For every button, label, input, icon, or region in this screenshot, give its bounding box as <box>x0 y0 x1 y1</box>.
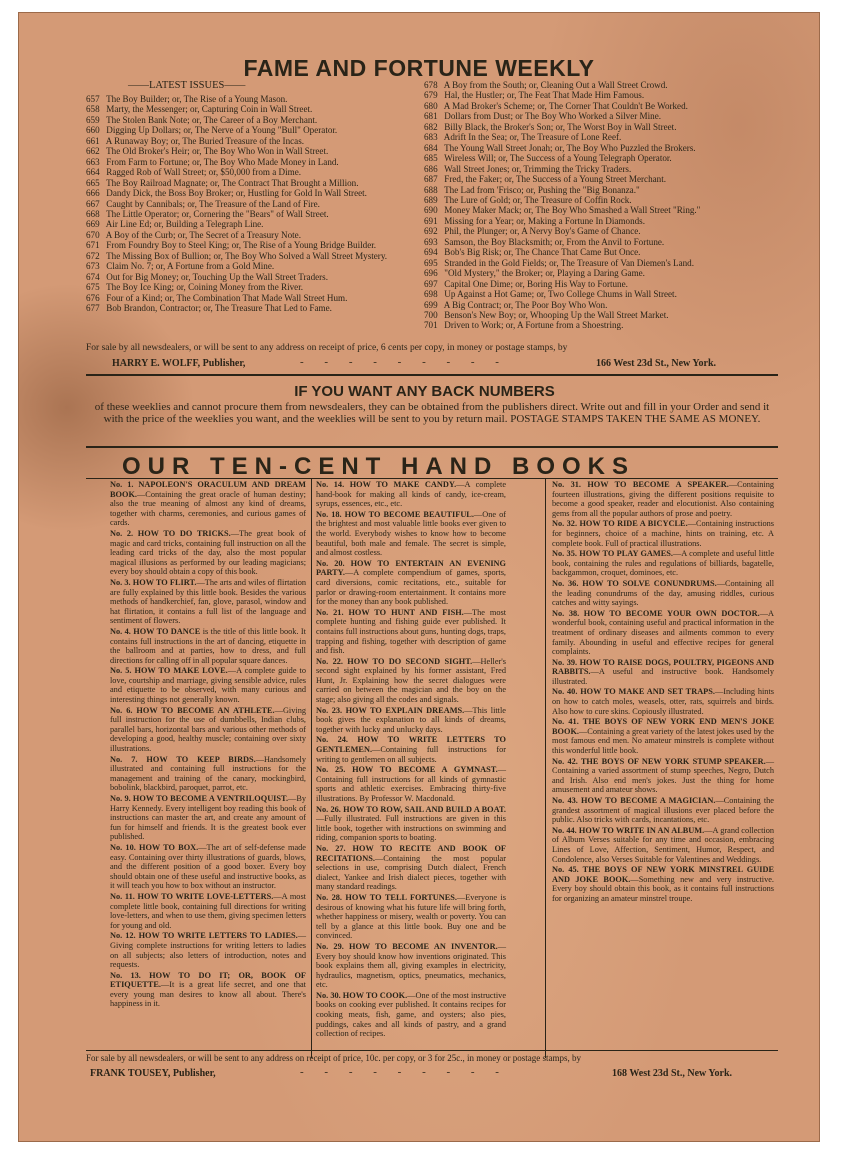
handbook-description: —The arts and wiles of flirtation are fully explained by this little book. Besides the various methods of handkerchief, fan, glove, parasol, window and hat flirtation, it contains a full list of the language and sentiment of flowers. <box>110 577 306 626</box>
handbook-entry <box>110 843 306 891</box>
issue-number: 665 <box>86 177 100 188</box>
leader-dots-1: - - - - - - - - - <box>300 356 508 368</box>
issue-number: 675 <box>86 282 100 293</box>
issue-entry <box>86 104 416 114</box>
issue-title: The Lad from 'Frisco; or, Pushing the "Big Bonanza." <box>444 184 640 195</box>
issue-number: 659 <box>86 114 100 125</box>
handbook-entry <box>110 892 306 930</box>
issue-title: From Foundry Boy to Steel King; or, The Rise of a Young Bridge Builder. <box>106 240 377 251</box>
handbook-title: No. 28. HOW TO TELL FORTUNES. <box>316 892 457 902</box>
issue-entry <box>86 209 416 219</box>
back-numbers-body: of these weeklies and cannot procure them from newsdealers, they can be obtained from the publishers direct. Write out and fill in your Order and send it with the price of the weeklies you want, and the weeklies will be sent to you by return mail. POSTAGE STAMPS TAKEN THE SAME AS MONEY. <box>94 401 770 425</box>
handbook-description: —Something new and very instructive. Every boy should obtain this book, as it contains full instructions for organizing an amateur minstrel troupe. <box>552 874 774 903</box>
handbook-title: No. 18. HOW TO BECOME BEAUTIFUL. <box>316 509 474 519</box>
issue-entry <box>86 303 416 313</box>
issue-title: "Old Mystery," the Broker; or, Playing a Daring Game. <box>444 268 645 279</box>
issue-entry <box>424 237 776 247</box>
issue-title: Claim No. 7; or, A Fortune from a Gold Mine. <box>106 261 275 272</box>
handbook-title: No. 1. NAPOLEON'S ORACULUM AND DREAM BOOK. <box>110 480 306 499</box>
handbook-title: No. 21. HOW TO HUNT AND FISH. <box>316 607 464 617</box>
handbook-title: No. 40. HOW TO MAKE AND SET TRAPS. <box>552 687 715 697</box>
issue-title: Ragged Rob of Wall Street; or, $50,000 from a Dime. <box>106 167 302 178</box>
handbook-entry <box>110 794 306 842</box>
handbook-description: —A complete compendium of games, sports, card diversions, comic recitations, etc., suitable for parlor or drawing-room entertainment. It contains more for the money than any book published. <box>316 568 506 607</box>
issue-entry <box>86 293 416 303</box>
issue-number: 668 <box>86 208 100 219</box>
issue-title: Air Line Ed; or, Building a Telegraph Line. <box>105 219 264 230</box>
handbook-description: —The great book of magic and card tricks, containing full instruction on all the leading card tricks of the day, also the most popular magical illusions as performed by our leading magicians; every boy should obtain a copy of this book. <box>110 528 306 577</box>
handbook-entry <box>552 658 774 687</box>
handbook-entry <box>552 687 774 716</box>
handbook-description: —A wonderful book, containing useful and practical information in the treatment of ordinary diseases and ailments common to every family. Abounding in useful and effective recipes for general complaints. <box>552 608 774 657</box>
handbook-description: —Containing full instructions for writing to gentlemen on all subjects. <box>316 745 506 764</box>
issue-entry <box>424 90 776 100</box>
handbook-title: No. 24. HOW TO WRITE LETTERS TO GENTLEMEN. <box>316 735 506 755</box>
handbook-description: —A useful and instructive book. Handsomely illustrated. <box>552 667 774 686</box>
issue-title: The Old Broker's Heir; or, The Boy Who Won in Wall Street. <box>106 146 329 157</box>
handbook-description: —Containing full instructions for all kinds of gymnastic sports and athletic exercises. Embracing thirty-five illustrations. By Professor W. Macdonald. <box>316 765 506 803</box>
handbook-description: —By Harry Kennedy. Every intelligent boy reading this book of instructions can master the art, and create any amount of fun for himself and friends. It is the greatest book ever published. <box>110 794 306 842</box>
handbook-entry <box>316 657 506 705</box>
sale-notice-2: For sale by all newsdealers, or will be sent to any address on receipt of price, 10c. per copy, or 3 for 25c., in money or postage stamps, by <box>86 1053 582 1063</box>
latest-issues-label: ——LATEST ISSUES—— <box>128 80 246 91</box>
issue-entry <box>86 272 416 282</box>
handbook-description: —Including hints on how to catch moles, weasels, otter, rats, squirrels and birds. Also how to cure skins. Copiously illustrated. <box>552 687 774 716</box>
handbook-description: —Giving full instruction for the use of dumbbells, Indian clubs, parallel bars, horizontal bars and various other methods of developing a good, healthy muscle; containing over sixty illustrations. <box>110 705 306 754</box>
issue-number: 663 <box>86 156 100 167</box>
handbooks-column-2 <box>316 480 506 1040</box>
issue-entry <box>86 188 416 198</box>
handbook-entry <box>316 844 506 892</box>
handbook-description: —A complete guide to love, courtship and marriage, giving sensible advice, rules and etiquette to be observed, with many curious and interesting things not generally known. <box>110 666 306 705</box>
handbook-entry <box>552 549 774 578</box>
handbook-description: —Containing instructions for beginners, choice of a machine, hints on training, etc. A complete book. Full of practical illustrations. <box>552 519 774 548</box>
handbook-title: No. 20. HOW TO ENTERTAIN AN EVENING PARTY. <box>316 558 506 578</box>
handbook-entry <box>552 796 774 825</box>
handbook-title: No. 7. HOW TO KEEP BIRDS. <box>110 754 256 764</box>
handbook-title: No. 36. HOW TO SOLVE CONUNDRUMS. <box>552 578 717 588</box>
column-divider <box>311 478 312 1058</box>
handbook-entry <box>110 578 306 626</box>
handbook-description: —Fully illustrated. Full instructions are given in this little book, together with instructions on swimming and riding, companion sports to boating. <box>316 814 506 843</box>
issue-number: 685 <box>424 153 438 164</box>
issue-title: A Runaway Boy; or, The Buried Treasure of the Incas. <box>105 135 305 146</box>
handbook-entry <box>552 609 774 657</box>
handbook-entry <box>552 826 774 864</box>
handbook-entry <box>110 755 306 793</box>
issue-entry <box>424 132 776 142</box>
issue-entry <box>86 125 416 135</box>
issue-entry <box>424 310 776 320</box>
issue-title: Dollars from Dust; or The Boy Who Worked a Silver Mine. <box>444 111 662 122</box>
handbook-title: No. 23. HOW TO EXPLAIN DREAMS. <box>316 705 465 715</box>
handbook-description: —A grand collection of Album Verses suitable for any time and occasion, embracing Lines of Love, Affection, Sentiment, Humor, Respect, and Condolence, also Verses Suitable for Valentines and Weddings. <box>552 825 774 864</box>
issue-title: Wireless Will; or, The Success of a Young Telegraph Operator. <box>444 153 672 164</box>
handbook-title: No. 42. THE BOYS OF NEW YORK STUMP SPEAKER. <box>552 756 766 766</box>
issue-title: Up Against a Hot Game; or, Two College Chums in Wall Street. <box>444 289 677 300</box>
issue-title: The Boy Railroad Magnate; or, The Contract That Brought a Million. <box>106 177 359 188</box>
handbook-title: No. 38. HOW TO BECOME YOUR OWN DOCTOR. <box>552 608 760 618</box>
issue-entry <box>86 146 416 156</box>
issue-number: 693 <box>424 236 438 247</box>
issue-number: 664 <box>86 167 100 178</box>
issue-entry <box>424 216 776 226</box>
handbook-description: —A complete hand-book for making all kinds of candy, ice-cream, syrups, essences, etc., etc. <box>316 480 506 509</box>
handbook-title: No. 31. HOW TO BECOME A SPEAKER. <box>552 480 729 489</box>
handbook-title: No. 30. HOW TO COOK. <box>316 990 408 1000</box>
issue-entry <box>424 289 776 299</box>
issues-list-right <box>424 80 776 331</box>
handbook-title: No. 13. HOW TO DO IT; OR, BOOK OF ETIQUETTE. <box>110 970 306 990</box>
sale-notice-1: For sale by all newsdealers, or will be sent to any address on receipt of price, 6 cents per copy, in money or postage stamps, by <box>86 343 568 353</box>
handbook-title: No. 5. HOW TO MAKE LOVE. <box>110 666 228 676</box>
issue-number: 698 <box>424 289 438 300</box>
issue-title: Money Maker Mack; or, The Boy Who Smashed a Wall Street "Ring." <box>444 205 701 216</box>
issue-number: 667 <box>86 198 100 209</box>
issue-number: 677 <box>86 303 100 314</box>
handbook-description: —Containing all the leading conundrums of the day, amusing riddles, curious catches and witty sayings. <box>552 578 775 608</box>
issue-entry <box>424 247 776 257</box>
issue-title: Caught by Cannibals; or, The Treasure of the Land of Fire. <box>106 198 320 209</box>
issue-entry <box>86 136 416 146</box>
issue-entry <box>86 261 416 271</box>
handbook-entry <box>316 608 506 656</box>
handbook-description: —Handsomely illustrated and containing full instructions for the management and training of the canary, mockingbird, bobolink, blackbird, paroquet, parrot, etc. <box>110 754 306 793</box>
issue-entry <box>424 80 776 90</box>
handbook-description: —One of the most instructive books on cooking ever published. It contains recipes for cooking meats, fish, game, and oysters; also pies, puddings, cakes and all kinds of pastry, and a grand collection of recipes. <box>316 990 506 1039</box>
issue-entry <box>424 111 776 121</box>
handbook-title: No. 35. HOW TO PLAY GAMES. <box>552 549 673 559</box>
issue-title: Phil, the Plunger; or, A Nervy Boy's Game of Chance. <box>444 226 641 237</box>
issue-number: 690 <box>424 205 438 216</box>
issue-entry <box>424 226 776 236</box>
handbook-entry <box>110 666 306 704</box>
issue-number: 671 <box>86 240 100 251</box>
issue-number: 660 <box>86 125 100 136</box>
issue-entry <box>86 230 416 240</box>
issues-list-left <box>86 94 416 314</box>
handbook-description: —A complete and useful little book, containing the rules and regulations of billiards, bagatelle, backgammon, croquet, dominoes, etc. <box>552 549 774 578</box>
handbook-entry <box>110 480 306 528</box>
issue-title: Samson, the Boy Blacksmith; or, From the Anvil to Fortune. <box>444 236 665 247</box>
issue-entry <box>424 101 776 111</box>
issue-entry <box>86 282 416 292</box>
handbook-description: is the title of this little book. It contains full instructions in the art of dancing, etiquette in the ballroom and at parties, how to dress, and full directions for calling off in all popular square dances. <box>110 626 306 665</box>
handbook-title: No. 41. THE BOYS OF NEW YORK END MEN'S JOKE BOOK. <box>552 717 774 736</box>
issue-number: 673 <box>86 261 100 272</box>
divider-rule <box>86 446 778 448</box>
handbook-title: No. 45. THE BOYS OF NEW YORK MINSTREL GUIDE AND JOKE BOOK. <box>552 865 774 884</box>
handbook-title: No. 22. HOW TO DO SECOND SIGHT. <box>316 656 473 666</box>
handbook-title: No. 25. HOW TO BECOME A GYMNAST. <box>316 765 498 775</box>
issue-title: A Boy of the Curb; or, The Secret of a Treasury Note. <box>105 229 301 240</box>
handbook-entry <box>110 706 306 754</box>
issue-number: 696 <box>424 268 438 279</box>
issue-title: Bob Brandon, Contractor; or, The Treasure That Led to Fame. <box>106 303 332 314</box>
issue-title: A Boy from the South; or, Cleaning Out a Wall Street Crowd. <box>443 80 668 90</box>
handbook-description: —The most complete hunting and fishing guide ever published. It contains full instructions about guns, hunting dogs, traps, trapping and fishing, together with description of game and fish. <box>316 607 507 656</box>
handbook-entry <box>316 559 506 607</box>
issue-entry <box>86 251 416 261</box>
handbooks-column-1 <box>110 480 306 1010</box>
issue-title: The Young Wall Street Jonah; or, The Boy Who Puzzled the Brokers. <box>444 142 696 153</box>
divider-rule <box>86 1050 778 1051</box>
handbook-entry <box>110 529 306 577</box>
handbook-entry <box>552 717 774 755</box>
issue-entry <box>86 115 416 125</box>
publisher-name-1: HARRY E. WOLFF, Publisher, <box>112 358 246 369</box>
issue-title: Marty, the Messenger; or, Capturing Coin in Wall Street. <box>106 104 313 115</box>
issue-number: 694 <box>424 247 438 258</box>
issue-number: 681 <box>424 111 438 122</box>
handbook-description: —Containing the great oracle of human destiny; also the true meaning of almost any kind of dreams, together with charms, ceremonies, and curious games of cards. <box>110 489 306 528</box>
issue-number: 684 <box>424 142 438 153</box>
issue-title: Dandy Dick, the Boss Boy Broker; or, Hustling for Gold In Wall Street. <box>106 188 367 199</box>
issue-number: 680 <box>424 100 438 111</box>
handbook-title: No. 2. HOW TO DO TRICKS. <box>110 528 231 538</box>
handbook-entry <box>552 519 774 548</box>
issue-title: A Big Contract; or, The Poor Boy Who Won. <box>443 299 608 310</box>
handbook-title: No. 12. HOW TO WRITE LETTERS TO LADIES. <box>110 931 298 941</box>
issue-title: The Lure of Gold; or, The Treasure of Coffin Rock. <box>444 194 632 205</box>
handbook-title: No. 29. HOW TO BECOME AN INVENTOR. <box>316 941 498 951</box>
issue-title: Missing for a Year; or, Making a Fortune In Diamonds. <box>444 215 645 226</box>
issue-title: The Stolen Bank Note; or, The Career of a Boy Merchant. <box>106 114 318 125</box>
handbooks-column-3 <box>552 480 774 905</box>
publisher-address-1: 166 West 23d St., New York. <box>596 358 717 369</box>
issue-number: 692 <box>424 226 438 237</box>
back-numbers-title: IF YOU WANT ANY BACK NUMBERS <box>294 383 555 400</box>
issue-title: A Mad Broker's Scheme; or, The Corner That Couldn't Be Worked. <box>443 100 688 111</box>
handbook-description: —Everyone is desirous of knowing what his future life will bring forth, whether happiness or misery, wealth or poverty. You can tell by a glance at this little book. Buy one and be convinced. <box>316 892 506 941</box>
handbook-title: No. 10. HOW TO BOX. <box>110 842 199 852</box>
issue-entry <box>424 279 776 289</box>
issue-entry <box>424 185 776 195</box>
handbook-entry <box>316 765 506 803</box>
handbook-description: —Every boy should know how inventions originated. This book explains them all, giving examples in electricity, hydraulics, magnetism, optics, pneumatics, mechanics, etc. <box>316 941 506 990</box>
issue-entry <box>86 94 416 104</box>
handbook-description: —Containing a great variety of the latest jokes used by the most famous end men. No amateur minstrels is complete without this wonderful little book. <box>552 726 774 756</box>
issue-title: The Boy Builder; or, The Rise of a Young Mason. <box>106 94 288 104</box>
handbook-title: No. 9. HOW TO BECOME A VENTRILOQUIST. <box>110 794 289 803</box>
handbook-description: —One of the brightest and most valuable little books ever given to the world. Everybody wishes to know how to become beautiful, both male and female. The secret is simple, and almost costless. <box>316 509 506 558</box>
issue-number: 701 <box>424 320 438 331</box>
issue-number: 670 <box>86 229 100 240</box>
issue-entry <box>424 205 776 215</box>
handbook-title: No. 3. HOW TO FLIRT. <box>110 577 197 587</box>
issue-entry <box>424 164 776 174</box>
issue-number: 669 <box>86 219 100 230</box>
issue-entry <box>86 167 416 177</box>
handbook-entry <box>552 865 774 903</box>
issue-entry <box>424 300 776 310</box>
issue-number: 686 <box>424 163 438 174</box>
issue-title: Adrift In the Sea; or, The Treasure of Lone Reef. <box>443 132 622 143</box>
issue-entry <box>424 143 776 153</box>
issue-number: 657 <box>86 94 100 104</box>
handbook-description: —Containing fourteen illustrations, giving the different positions requisite to become a good speaker, reader and elocutionist. Also containing gems from all the popular authors of prose and poetry. <box>552 480 774 518</box>
handbook-title: No. 43. HOW TO BECOME A MAGICIAN. <box>552 796 716 805</box>
handbook-description: —Containing the grandest assortment of magical illusions ever placed before the public. Also tricks with cards, incantations, etc. <box>552 796 774 825</box>
issue-entry <box>424 268 776 278</box>
divider-rule <box>86 374 778 376</box>
masthead-title: FAME AND FORTUNE WEEKLY <box>243 55 595 81</box>
handbook-title: No. 44. HOW TO WRITE IN AN ALBUM. <box>552 825 705 835</box>
divider-rule <box>86 478 778 479</box>
issue-title: Driven to Work; or, A Fortune from a Shoestring. <box>444 320 624 331</box>
handbook-entry <box>316 893 506 941</box>
issue-number: 674 <box>86 271 100 282</box>
issue-number: 699 <box>424 299 438 310</box>
handbook-title: No. 32. HOW TO RIDE A BICYCLE. <box>552 519 688 529</box>
issue-entry <box>424 195 776 205</box>
issue-entry <box>424 122 776 132</box>
handbook-title: No. 6. HOW TO BECOME AN ATHLETE. <box>110 705 275 715</box>
issue-number: 689 <box>424 194 438 205</box>
issue-number: 676 <box>86 292 100 303</box>
issue-number: 678 <box>424 80 438 90</box>
handbook-entry <box>316 991 506 1039</box>
issue-number: 695 <box>424 257 438 268</box>
handbook-entry <box>316 510 506 558</box>
issue-number: 682 <box>424 121 438 132</box>
handbook-title: No. 11. HOW TO WRITE LOVE-LETTERS. <box>110 891 274 901</box>
leader-dots-2: - - - - - - - - - <box>300 1066 508 1078</box>
handbook-description: —This little book gives the explanation to all kinds of dreams, together with lucky and unlucky days. <box>316 705 506 734</box>
handbook-entry <box>110 971 306 1009</box>
issue-number: 683 <box>424 132 438 143</box>
issue-number: 697 <box>424 278 438 289</box>
handbook-entry <box>110 931 306 969</box>
handbook-title: No. 27. HOW TO RECITE AND BOOK OF RECITATIONS. <box>316 843 506 863</box>
handbook-title: No. 4. HOW TO DANCE <box>110 626 201 636</box>
issue-entry <box>86 178 416 188</box>
handbook-title: No. 39. HOW TO RAISE DOGS, POULTRY, PIGEONS AND RABBITS. <box>552 657 774 677</box>
column-divider <box>545 478 546 1058</box>
issue-number: 700 <box>424 309 438 320</box>
issue-entry <box>424 258 776 268</box>
handbook-entry <box>316 706 506 735</box>
handbook-description: —Giving complete instructions for writing letters to ladies on all subjects; also letters of introduction, notes and requests. <box>110 931 306 970</box>
issue-number: 661 <box>86 135 100 146</box>
handbook-title: No. 14. HOW TO MAKE CANDY. <box>316 480 457 489</box>
issue-number: 687 <box>424 174 438 185</box>
issue-title: The Little Operator; or, Cornering the "Bears" of Wall Street. <box>106 208 329 219</box>
issue-entry <box>86 157 416 167</box>
issue-number: 662 <box>86 146 100 157</box>
issue-entry <box>86 199 416 209</box>
handbook-description: —The art of self-defense made easy. Containing over thirty illustrations of guards, blows, and the different position of a good boxer. Every boy should obtain one of these useful and instructive books, as it will teach you how to box without an instructor. <box>110 842 306 891</box>
handbook-entry <box>110 627 306 665</box>
issue-title: Stranded in the Gold Fields; or, The Treasure of Van Diemen's Land. <box>444 257 694 268</box>
issue-number: 691 <box>424 215 438 226</box>
handbook-description: —Containing the most popular selections in use, comprising Dutch dialect, French dialect, Yankee and Irish dialect pieces, together with many standard readings. <box>316 853 506 892</box>
publisher-name-2: FRANK TOUSEY, Publisher, <box>90 1068 216 1079</box>
issue-entry <box>86 219 416 229</box>
handbook-entry <box>316 480 506 509</box>
issue-title: Bob's Big Risk; or, The Chance That Came But Once. <box>444 247 641 258</box>
issue-title: Out for Big Money; or, Touching Up the Wall Street Traders. <box>106 271 328 282</box>
handbook-description: —Containing a varied assortment of stump speeches, Negro, Dutch and Irish. Also end men's jokes. Just the thing for home amusement and amateur shows. <box>552 756 774 795</box>
handbook-entry <box>552 579 774 608</box>
handbook-entry <box>316 942 506 990</box>
issue-entry <box>424 174 776 184</box>
issue-entry <box>86 240 416 250</box>
issue-entry <box>424 153 776 163</box>
issue-title: Fred, the Faker; or, The Success of a Young Street Merchant. <box>444 174 666 185</box>
handbook-title: No. 26. HOW TO ROW, SAIL AND BUILD A BOAT. <box>316 804 506 814</box>
issue-number: 666 <box>86 188 100 199</box>
handbook-entry <box>552 480 774 518</box>
issue-number: 672 <box>86 250 100 261</box>
handbooks-title: OUR TEN-CENT HAND BOOKS <box>122 453 635 480</box>
handbook-entry <box>316 805 506 843</box>
handbook-entry <box>552 757 774 795</box>
issue-title: Digging Up Dollars; or, The Nerve of a Young "Bull" Operator. <box>106 125 338 136</box>
issue-title: The Missing Box of Bullion; or, The Boy Who Solved a Wall Street Mystery. <box>106 250 388 261</box>
issue-number: 658 <box>86 104 100 115</box>
issue-title: Hal, the Hustler; or, The Feat That Made Him Famous. <box>444 90 645 101</box>
issue-title: Four of a Kind; or, The Combination That Made Wall Street Hum. <box>106 292 348 303</box>
handbook-description: —A most complete little book, containing full directions for writing love-letters, and when to use them, giving specimen letters for young and old. <box>110 891 306 930</box>
issue-title: Wall Street Jones; or, Trimming the Tricky Traders. <box>444 163 632 174</box>
issue-title: Billy Black, the Broker's Son; or, The Worst Boy in Wall Street. <box>444 121 677 132</box>
publisher-address-2: 168 West 23d St., New York. <box>612 1068 733 1079</box>
issue-title: From Farm to Fortune; or, The Boy Who Made Money in Land. <box>106 156 339 167</box>
handbook-entry <box>316 735 506 764</box>
handbook-description: —Heller's second sight explained by his former assistant, Fred Hunt, Jr. Explaining how the secret dialogues were carried on between the magician and the boy on the stage; also giving all the codes and signals. <box>316 656 506 705</box>
issue-number: 688 <box>424 184 438 195</box>
handbook-description: —It is a great life secret, and one that every young man desires to know all about. There's happiness in it. <box>110 980 306 1009</box>
issue-title: The Boy Ice King; or, Coining Money from the River. <box>106 282 303 293</box>
issue-title: Benson's New Boy; or, Whooping Up the Wall Street Market. <box>444 309 669 320</box>
issue-title: Capital One Dime; or, Boring His Way to Fortune. <box>444 278 628 289</box>
issue-number: 679 <box>424 90 438 101</box>
issue-entry <box>424 320 776 330</box>
